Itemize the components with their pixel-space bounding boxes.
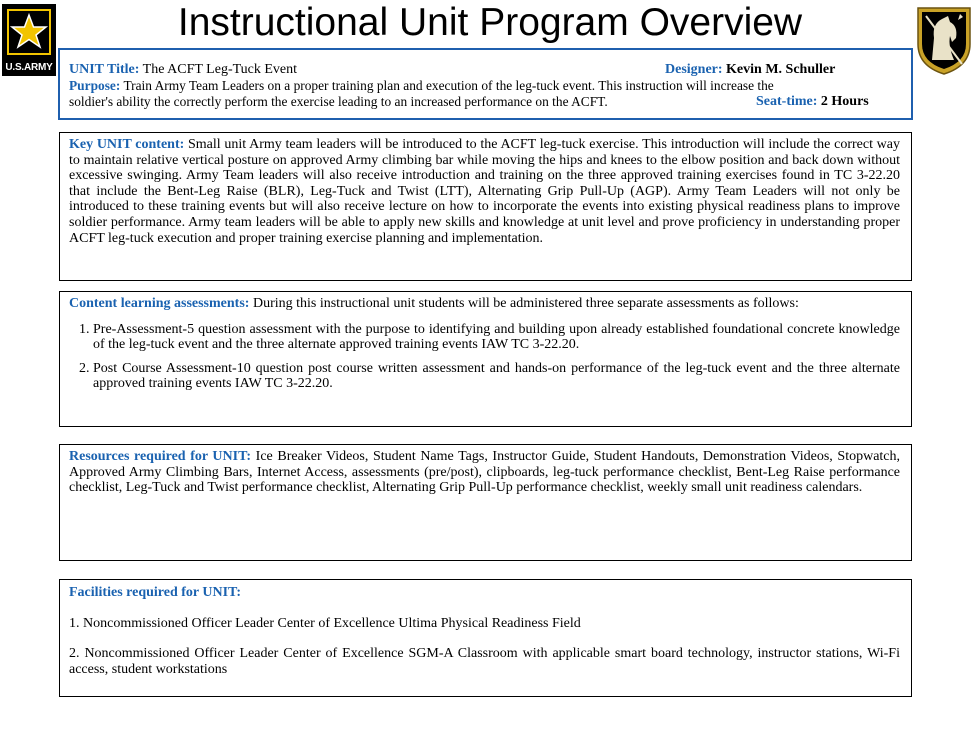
assessment-item: 2. Post Course Assessment-10 question post course written assessment and hands-on performance of the leg-tuck event and the three alternate approved training events IAW TC 3-22.20. [93, 361, 900, 392]
assessments-box [59, 291, 912, 427]
key-content-label: Key UNIT content: [69, 137, 185, 152]
army-star-icon [7, 9, 51, 55]
key-content-box [59, 132, 912, 281]
seat-time-value: 2 Hours [820, 94, 869, 109]
seat-time-label: Seat-time: [756, 94, 818, 109]
page-title: Instructional Unit Program Overview [177, 1, 803, 44]
designer-label: Designer: [665, 62, 723, 77]
purpose-label: Purpose: [69, 78, 121, 93]
facility-item: 1. Noncommissioned Officer Leader Center of Excellence Ultima Physical Readiness Field [69, 615, 581, 631]
assessments-list [69, 322, 900, 392]
facilities-label: Facilities required for UNIT: [69, 585, 241, 600]
army-knight-logo [914, 4, 974, 76]
resources-label: Resources required for UNIT: [69, 449, 252, 464]
designer-value: Kevin M. Schuller [726, 62, 836, 77]
resources-box [59, 444, 912, 561]
facilities-box [59, 579, 912, 697]
key-content-text: Small unit Army team leaders will be introduced to the ACFT leg-tuck exercise. This introduction will include the correct way to maintain relative vertical posture on approved Army climbing bar while moving the hips and knees to the elbow position and back down without excessive swinging. Army Team leaders will also receive introduction and training on the three approved training exercises found in TC 3-22.20 that include the Bent-Leg Raise (BLR), Leg-Tuck and Twist (LTT), Alternating Grip Pull-Up (AGP). Army Team Leaders will not only be introduced to these training events but will also receive lecture on how to incorporate the events into existing physical readiness plans to improve soldier performance. Army team leaders will be able to apply new skills and knowledge at unit level and prove proficiency in understanding proper ACFT leg-tuck execution and proper training exercise planning and implementation. [69, 137, 900, 246]
assessments-intro: During this instructional unit students will be administered three separate assessments as follows: [252, 296, 799, 311]
unit-header-box [58, 48, 913, 120]
purpose-line2: soldier's ability the correctly perform the exercise leading to an increased performance on the ACFT. [69, 94, 608, 109]
unit-title-label: UNIT Title: [69, 62, 140, 77]
unit-title-value: The ACFT Leg-Tuck Event [142, 62, 298, 77]
assessment-item: 1. Pre-Assessment-5 question assessment with the purpose to identifying and building upon already established foundational concrete knowledge of the leg-tuck event and the three alternate approved training events IAW TC 3-22.20. [93, 322, 900, 353]
facility-item: 2. Noncommissioned Officer Leader Center of Excellence SGM-A Classroom with applicable smart board technology, instructor stations, Wi-Fi access, student workstations [69, 646, 900, 677]
us-army-logo [2, 4, 56, 76]
purpose-line1: Train Army Team Leaders on a proper training plan and execution of the leg-tuck event. This instruction will increase the [123, 78, 774, 93]
assessments-label: Content learning assessments: [69, 296, 250, 311]
resources-text: Ice Breaker Videos, Student Name Tags, Instructor Guide, Student Handouts, Demonstration Videos, Stopwatch, Approved Army Climbing Bars, Internet Access, assessments (pre/post), clipboards, leg-tuck performance checklist, Bent-Leg Raise performance checklist, Leg-Tuck and Twist performance checklist, Alternating Grip Pull-Up performance checklist, weekly small unit readiness calendars. [69, 449, 901, 496]
us-army-logo-text: U.S.ARMY [5, 62, 53, 73]
